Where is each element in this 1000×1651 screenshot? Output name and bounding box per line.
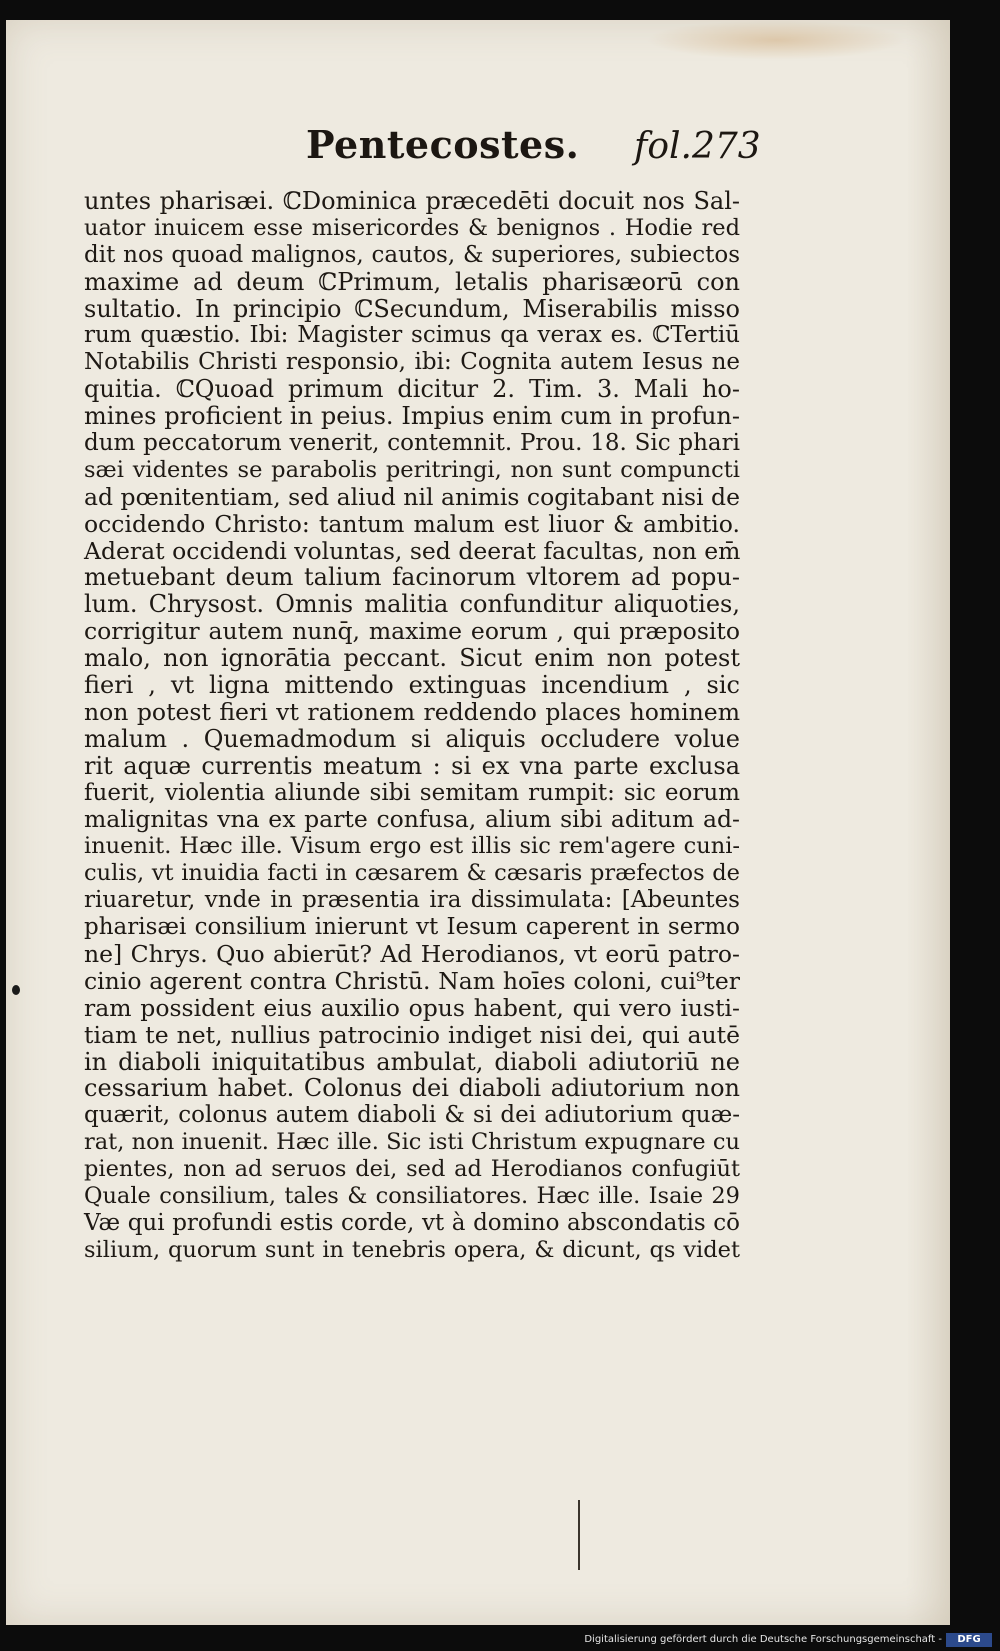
text-line: lum. Chrysost. Omnis malitia confunditur aliquoties, bbox=[84, 590, 740, 619]
funding-credit: Digitalisierung gefördert durch die Deutsche Forschungsgemeinschaft - bbox=[584, 1634, 942, 1645]
text-line: dit nos quoad malignos, cautos, & superiores, subiectos bbox=[84, 241, 740, 268]
text-line: ne] Chrys. Quo abierūt? Ad Herodianos, vt eorū patro- bbox=[84, 939, 740, 968]
text-line: Notabilis Christi responsio, ibi: Cognita autem Iesus ne bbox=[84, 349, 740, 376]
text-line: fuerit, violentia aliunde sibi semitam rumpit: sic eorum bbox=[84, 779, 740, 806]
text-line: quærit, colonus autem diaboli & si dei adiutorium quæ- bbox=[84, 1102, 740, 1129]
text-line: culis, vt inuidia facti in cæsarem & cæsaris præfectos de bbox=[84, 860, 740, 887]
page-edge-shadow bbox=[906, 20, 950, 1625]
text-line: rat, non inuenit. Hæc ille. Sic isti Christum expugnare cu bbox=[84, 1129, 740, 1156]
book-page bbox=[6, 20, 950, 1625]
gutter-mark bbox=[578, 1500, 580, 1570]
text-line: malum . Quemadmodum si aliquis occludere volue bbox=[84, 724, 740, 753]
text-line: rum quæstio. Ibi: Magister scimus qa verax es. ℂTertiū bbox=[84, 322, 740, 349]
text-line: malignitas vna ex parte confusa, alium sibi aditum ad- bbox=[84, 805, 740, 834]
text-line: rit aquæ currentis meatum : si ex vna parte exclusa bbox=[84, 751, 740, 780]
text-line: non potest fieri vt rationem reddendo places hominem bbox=[84, 697, 740, 726]
text-line: tiam te net, nullius patrocinio indiget nisi dei, qui autē bbox=[84, 1020, 740, 1049]
margin-mark bbox=[12, 985, 20, 995]
text-line: ram possident eius auxilio opus habent, qui vero iusti- bbox=[84, 993, 740, 1022]
dfg-logo: DFG bbox=[946, 1633, 992, 1647]
text-line: Aderat occidendi voluntas, sed deerat facultas, non em̄ bbox=[84, 536, 741, 565]
text-line: occidendo Christo: tantum malum est liuor & ambitio. bbox=[84, 509, 740, 538]
text-line: fieri , vt ligna mittendo extinguas incendium , sic bbox=[84, 671, 740, 700]
text-line: riuaretur, vnde in præsentia ira dissimulata: [Abeuntes bbox=[84, 887, 740, 914]
text-line: in diaboli iniquitatibus ambulat, diaboli adiutoriū ne bbox=[84, 1047, 740, 1076]
paper-stain bbox=[646, 20, 906, 60]
text-line: metuebant deum talium facinorum vltorem ad popu- bbox=[84, 563, 740, 592]
text-line: corrigitur autem nunq̄, maxime eorum , qui præposito bbox=[84, 617, 740, 646]
text-line: inuenit. Hæc ille. Visum ergo est illis sic rem'agere cuni- bbox=[84, 833, 740, 860]
text-line: ad pœnitentiam, sed aliud nil animis cogitabant nisi de bbox=[84, 482, 741, 511]
text-line: sultatio. In principio ℂSecundum, Miserabilis misso bbox=[84, 294, 740, 323]
text-line: untes pharisæi. ℂDominica præcedēti docuit nos Sal- bbox=[84, 187, 740, 215]
text-line: mines proficient in peius. Impius enim cum in profun- bbox=[84, 402, 740, 431]
text-line: pharisæi consilium inierunt vt Iesum caperent in sermo bbox=[84, 914, 740, 941]
folio-number: fol.273 bbox=[634, 126, 761, 167]
text-line: Quale consilium, tales & consiliatores. Hæc ille. Isaie 29 bbox=[84, 1182, 740, 1209]
text-line: pientes, non ad seruos dei, sed ad Herodianos confugiūt bbox=[84, 1156, 740, 1183]
text-line: quitia. ℂQuoad primum dicitur 2. Tim. 3. Mali ho- bbox=[84, 375, 740, 404]
text-line: dum peccatorum venerit, contemnit. Prou. 18. Sic phari bbox=[84, 430, 740, 457]
running-title: Pentecostes. bbox=[306, 122, 580, 167]
text-line: sæi videntes se parabolis peritringi, non sunt compuncti bbox=[84, 456, 740, 483]
text-line: maxime ad deum ℂPrimum, letalis pharisæorū con bbox=[84, 267, 740, 296]
text-line: uator inuicem esse misericordes & benignos . Hodie red bbox=[84, 214, 740, 241]
text-line: silium, quorum sunt in tenebris opera, & dicunt, qs videt bbox=[84, 1236, 740, 1263]
page-header bbox=[6, 116, 950, 186]
text-line: Væ qui profundi estis corde, vt à domino abscondatis cō bbox=[84, 1209, 740, 1236]
text-line: cessarium habet. Colonus dei diaboli adiutorium non bbox=[84, 1074, 740, 1103]
text-line: cinio agerent contra Christū. Nam hoīes coloni, cui⁹ter bbox=[84, 966, 740, 995]
body-text bbox=[84, 188, 740, 1264]
text-line: malo, non ignorātia peccant. Sicut enim non potest bbox=[84, 644, 740, 673]
